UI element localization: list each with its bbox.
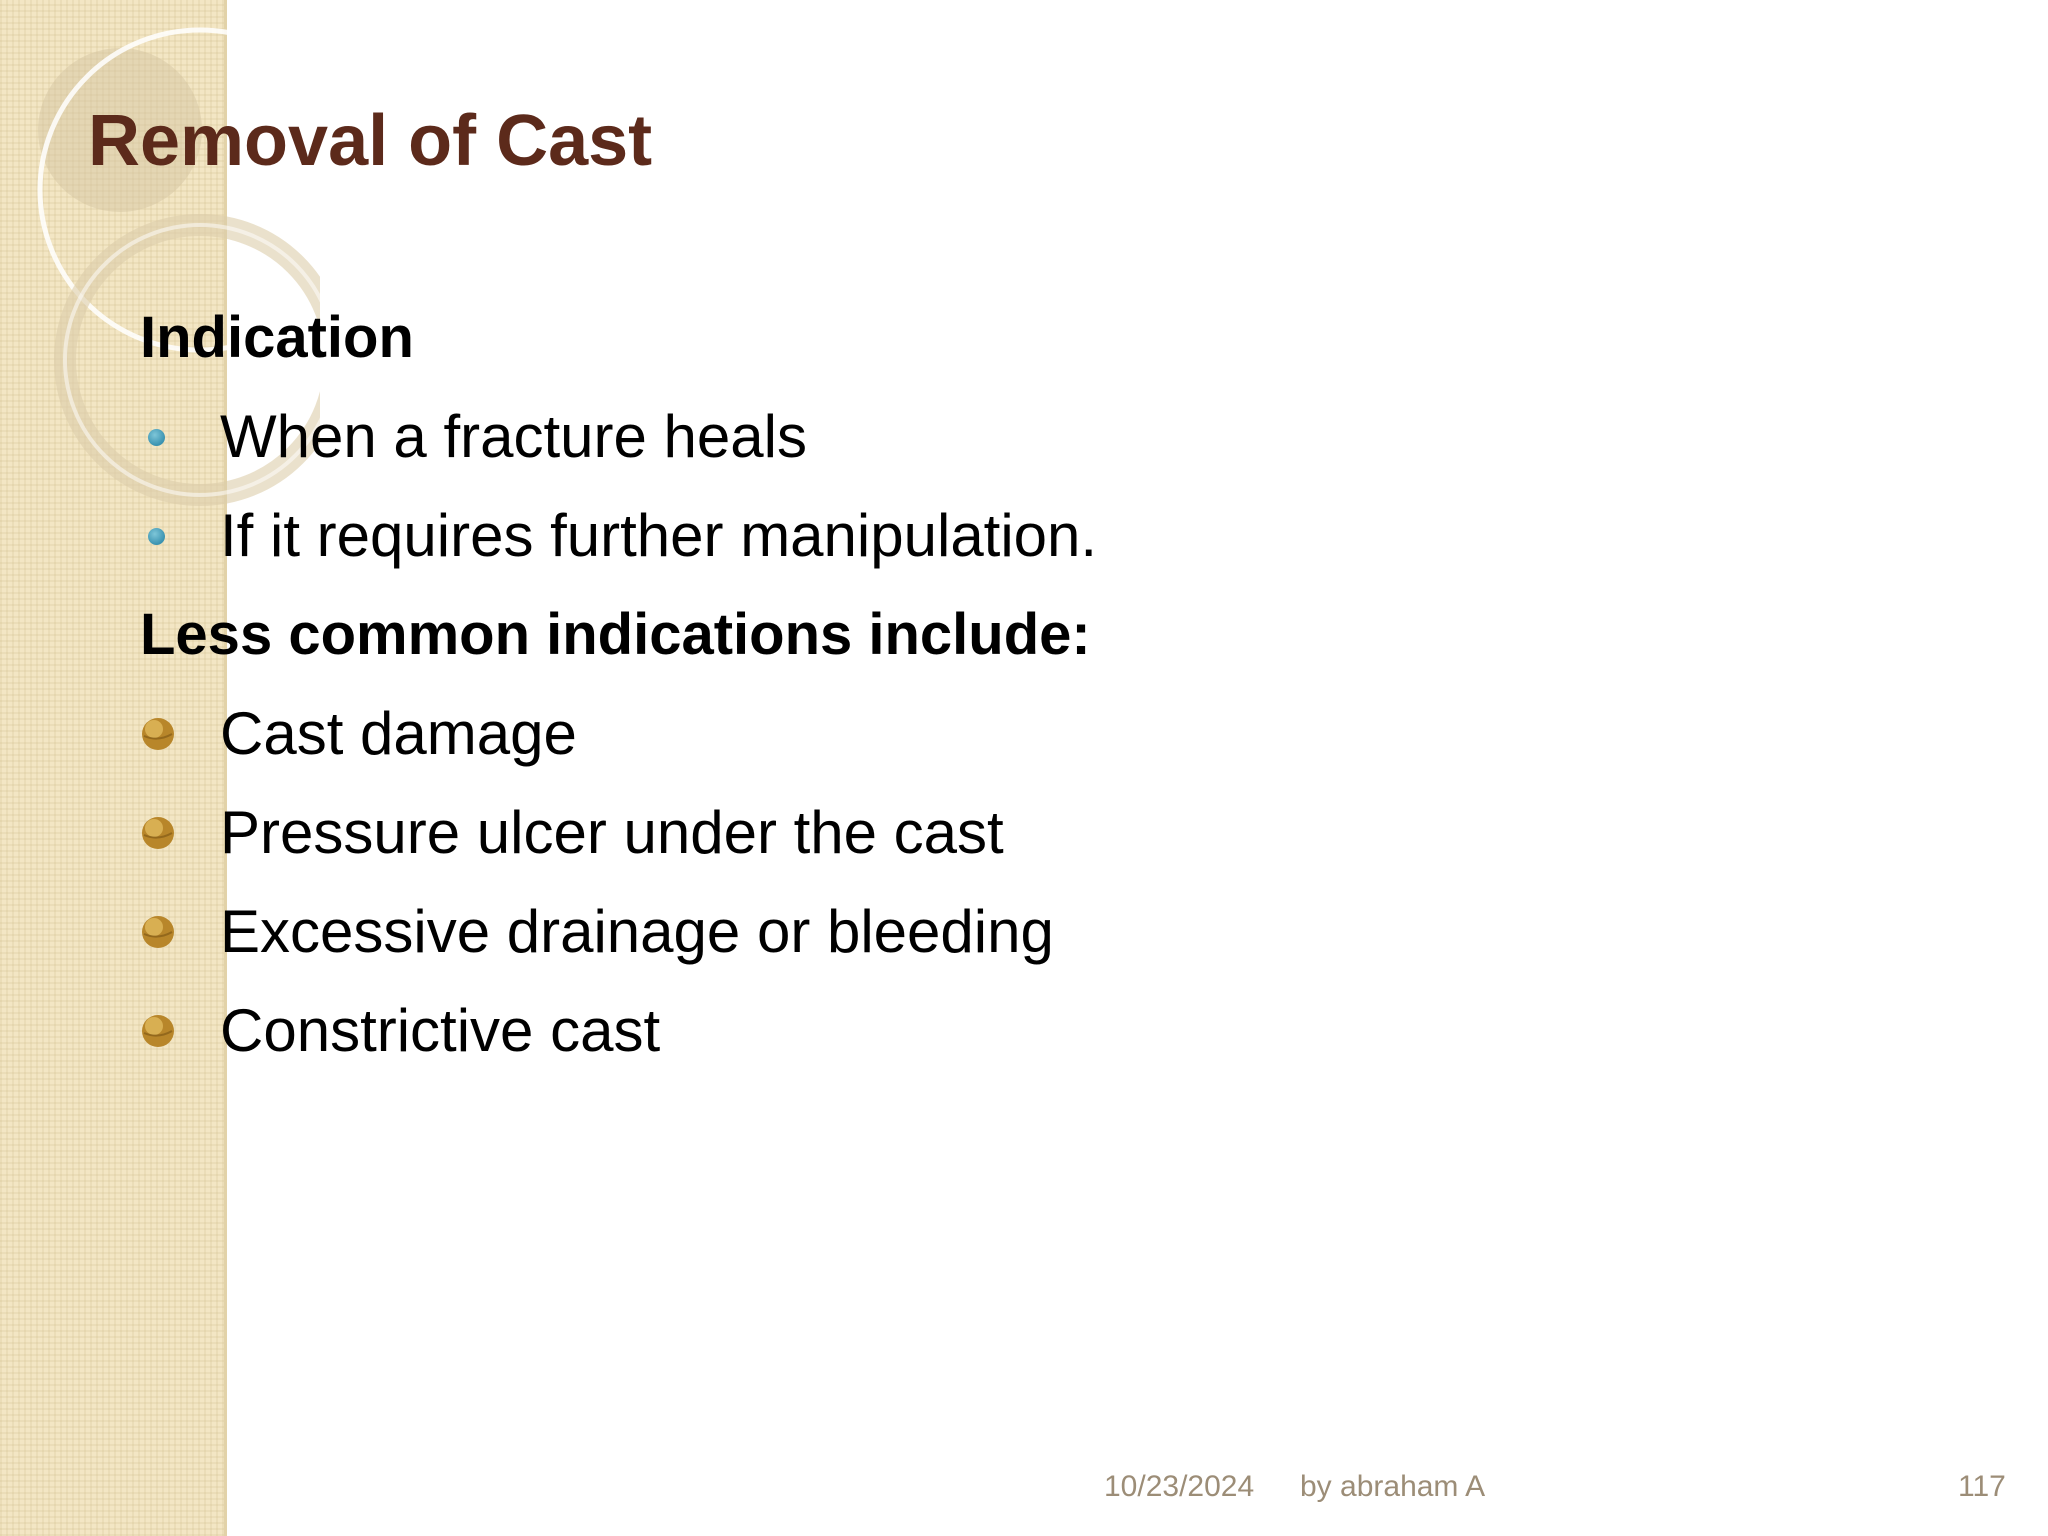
- blue-dot-icon: [148, 528, 165, 545]
- list-item: [140, 981, 1840, 1080]
- list-item-text: Cast damage: [220, 700, 577, 767]
- gold-ball-icon: [140, 716, 176, 752]
- blue-dot-icon: [148, 429, 165, 446]
- list-item: [140, 684, 1840, 783]
- slide-page-number: 117: [1958, 1470, 2006, 1503]
- list-item: [140, 882, 1840, 981]
- list-item-text: Constrictive cast: [220, 997, 661, 1064]
- list-item-text: When a fracture heals: [220, 403, 807, 470]
- list-item: [140, 387, 1840, 486]
- less-common-heading: Less common indications include:: [140, 602, 1091, 667]
- footer-date: 10/23/2024: [1104, 1470, 1255, 1503]
- footer-author: by abraham A: [1300, 1470, 1486, 1503]
- list-item: [140, 783, 1840, 882]
- gold-ball-icon: [140, 815, 176, 851]
- gold-ball-icon: [140, 914, 176, 950]
- slide-title: Removal of Cast: [88, 101, 653, 181]
- list-item-text: If it requires further manipulation.: [220, 502, 1098, 569]
- gold-ball-icon: [140, 1013, 176, 1049]
- list-item: [140, 486, 1840, 585]
- slide-body: [140, 288, 1840, 1080]
- indication-heading: Indication: [140, 305, 414, 370]
- list-item-text: Excessive drainage or bleeding: [220, 898, 1054, 965]
- list-item-text: Pressure ulcer under the cast: [220, 799, 1004, 866]
